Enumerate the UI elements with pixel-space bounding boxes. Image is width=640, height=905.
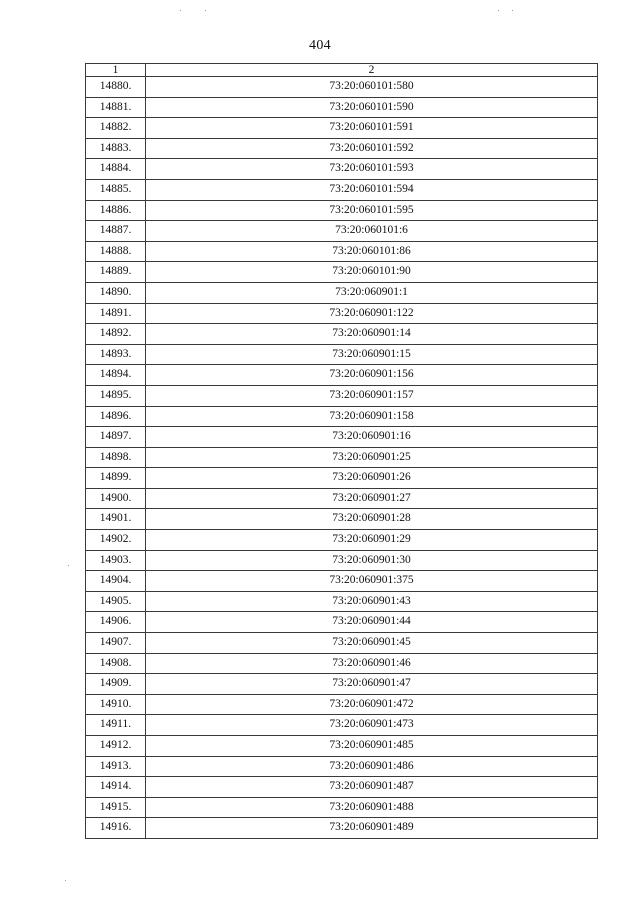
row-number-cell: 14889. [86, 262, 146, 283]
cadastral-number-cell: 73:20:060901:27 [146, 488, 598, 509]
table-row [86, 633, 598, 654]
table-row [86, 241, 598, 262]
cadastral-number-cell: 73:20:060901:45 [146, 633, 598, 654]
table-row [86, 509, 598, 530]
cadastral-number-cell: 73:20:060101:6 [146, 221, 598, 242]
cadastral-number-cell: 73:20:060901:488 [146, 797, 598, 818]
cadastral-number-cell: 73:20:060901:25 [146, 447, 598, 468]
row-number-cell: 14901. [86, 509, 146, 530]
cadastral-number-cell: 73:20:060101:595 [146, 200, 598, 221]
row-number-cell: 14885. [86, 179, 146, 200]
table-row [86, 674, 598, 695]
scan-speck [68, 565, 69, 566]
row-number-cell: 14905. [86, 591, 146, 612]
cadastral-registry-table [85, 63, 598, 839]
row-number-cell: 14882. [86, 118, 146, 139]
row-number-cell: 14911. [86, 715, 146, 736]
row-number-cell: 14908. [86, 653, 146, 674]
table-row [86, 777, 598, 798]
row-number-cell: 14892. [86, 324, 146, 345]
row-number-cell: 14907. [86, 633, 146, 654]
table-row [86, 653, 598, 674]
cadastral-number-cell: 73:20:060101:590 [146, 97, 598, 118]
table-row [86, 488, 598, 509]
table-row [86, 324, 598, 345]
cadastral-number-cell: 73:20:060901:26 [146, 468, 598, 489]
table-row [86, 179, 598, 200]
table-row [86, 550, 598, 571]
row-number-cell: 14893. [86, 344, 146, 365]
cadastral-number-cell: 73:20:060901:157 [146, 385, 598, 406]
scan-speck [180, 10, 181, 11]
table-row [86, 77, 598, 98]
row-number-cell: 14914. [86, 777, 146, 798]
table-row [86, 756, 598, 777]
cadastral-number-cell: 73:20:060901:472 [146, 694, 598, 715]
row-number-cell: 14913. [86, 756, 146, 777]
cadastral-number-cell: 73:20:060101:86 [146, 241, 598, 262]
cadastral-number-cell: 73:20:060901:1 [146, 282, 598, 303]
row-number-cell: 14898. [86, 447, 146, 468]
cadastral-number-cell: 73:20:060901:46 [146, 653, 598, 674]
row-number-cell: 14904. [86, 571, 146, 592]
cadastral-number-cell: 73:20:060901:47 [146, 674, 598, 695]
cadastral-number-cell: 73:20:060901:489 [146, 818, 598, 839]
cadastral-number-cell: 73:20:060901:15 [146, 344, 598, 365]
table-row [86, 797, 598, 818]
table-row [86, 468, 598, 489]
page-number: 404 [309, 38, 331, 53]
row-number-cell: 14887. [86, 221, 146, 242]
row-number-cell: 14894. [86, 365, 146, 386]
cadastral-number-cell: 73:20:060901:43 [146, 591, 598, 612]
row-number-cell: 14909. [86, 674, 146, 695]
table-row [86, 221, 598, 242]
table-row [86, 365, 598, 386]
row-number-cell: 14902. [86, 530, 146, 551]
row-number-cell: 14896. [86, 406, 146, 427]
row-number-cell: 14886. [86, 200, 146, 221]
table-row [86, 591, 598, 612]
scan-speck [512, 10, 513, 11]
scan-speck [65, 880, 66, 881]
table-row [86, 97, 598, 118]
row-number-cell: 14881. [86, 97, 146, 118]
table-row [86, 715, 598, 736]
table-row [86, 344, 598, 365]
cadastral-number-cell: 73:20:060101:593 [146, 159, 598, 180]
table-body [86, 77, 598, 839]
cadastral-number-cell: 73:20:060901:44 [146, 612, 598, 633]
table-row [86, 406, 598, 427]
table-row [86, 159, 598, 180]
cadastral-number-cell: 73:20:060901:487 [146, 777, 598, 798]
table-row [86, 447, 598, 468]
cadastral-number-cell: 73:20:060901:473 [146, 715, 598, 736]
row-number-cell: 14884. [86, 159, 146, 180]
row-number-cell: 14899. [86, 468, 146, 489]
table-header-row [86, 64, 598, 77]
row-number-cell: 14910. [86, 694, 146, 715]
cadastral-number-cell: 73:20:060901:485 [146, 736, 598, 757]
table-row [86, 694, 598, 715]
cadastral-number-cell: 73:20:060901:122 [146, 303, 598, 324]
cadastral-number-cell: 73:20:060901:16 [146, 427, 598, 448]
cadastral-number-cell: 73:20:060901:156 [146, 365, 598, 386]
cadastral-number-cell: 73:20:060901:28 [146, 509, 598, 530]
table-row [86, 282, 598, 303]
scan-speck [205, 10, 206, 11]
scan-speck [498, 10, 499, 11]
cadastral-number-cell: 73:20:060101:591 [146, 118, 598, 139]
row-number-cell: 14906. [86, 612, 146, 633]
cadastral-number-cell: 73:20:060101:592 [146, 138, 598, 159]
cadastral-number-cell: 73:20:060901:14 [146, 324, 598, 345]
cadastral-number-cell: 73:20:060101:580 [146, 77, 598, 98]
column-header-number: 1 [86, 64, 146, 77]
row-number-cell: 14888. [86, 241, 146, 262]
row-number-cell: 14883. [86, 138, 146, 159]
table-row [86, 736, 598, 757]
row-number-cell: 14891. [86, 303, 146, 324]
cadastral-number-cell: 73:20:060901:375 [146, 571, 598, 592]
table-row [86, 262, 598, 283]
cadastral-number-cell: 73:20:060901:158 [146, 406, 598, 427]
table-row [86, 200, 598, 221]
table-row [86, 530, 598, 551]
table-row [86, 427, 598, 448]
row-number-cell: 14915. [86, 797, 146, 818]
table-row [86, 571, 598, 592]
cadastral-number-cell: 73:20:060901:30 [146, 550, 598, 571]
row-number-cell: 14903. [86, 550, 146, 571]
row-number-cell: 14912. [86, 736, 146, 757]
table-row [86, 612, 598, 633]
row-number-cell: 14895. [86, 385, 146, 406]
table-row [86, 138, 598, 159]
column-header-cadastral-number: 2 [146, 64, 598, 77]
table-row [86, 385, 598, 406]
cadastral-number-cell: 73:20:060901:486 [146, 756, 598, 777]
cadastral-number-cell: 73:20:060901:29 [146, 530, 598, 551]
cadastral-number-cell: 73:20:060101:90 [146, 262, 598, 283]
cadastral-number-cell: 73:20:060101:594 [146, 179, 598, 200]
table-row [86, 818, 598, 839]
row-number-cell: 14897. [86, 427, 146, 448]
row-number-cell: 14890. [86, 282, 146, 303]
table-row [86, 303, 598, 324]
row-number-cell: 14916. [86, 818, 146, 839]
row-number-cell: 14880. [86, 77, 146, 98]
row-number-cell: 14900. [86, 488, 146, 509]
table-row [86, 118, 598, 139]
